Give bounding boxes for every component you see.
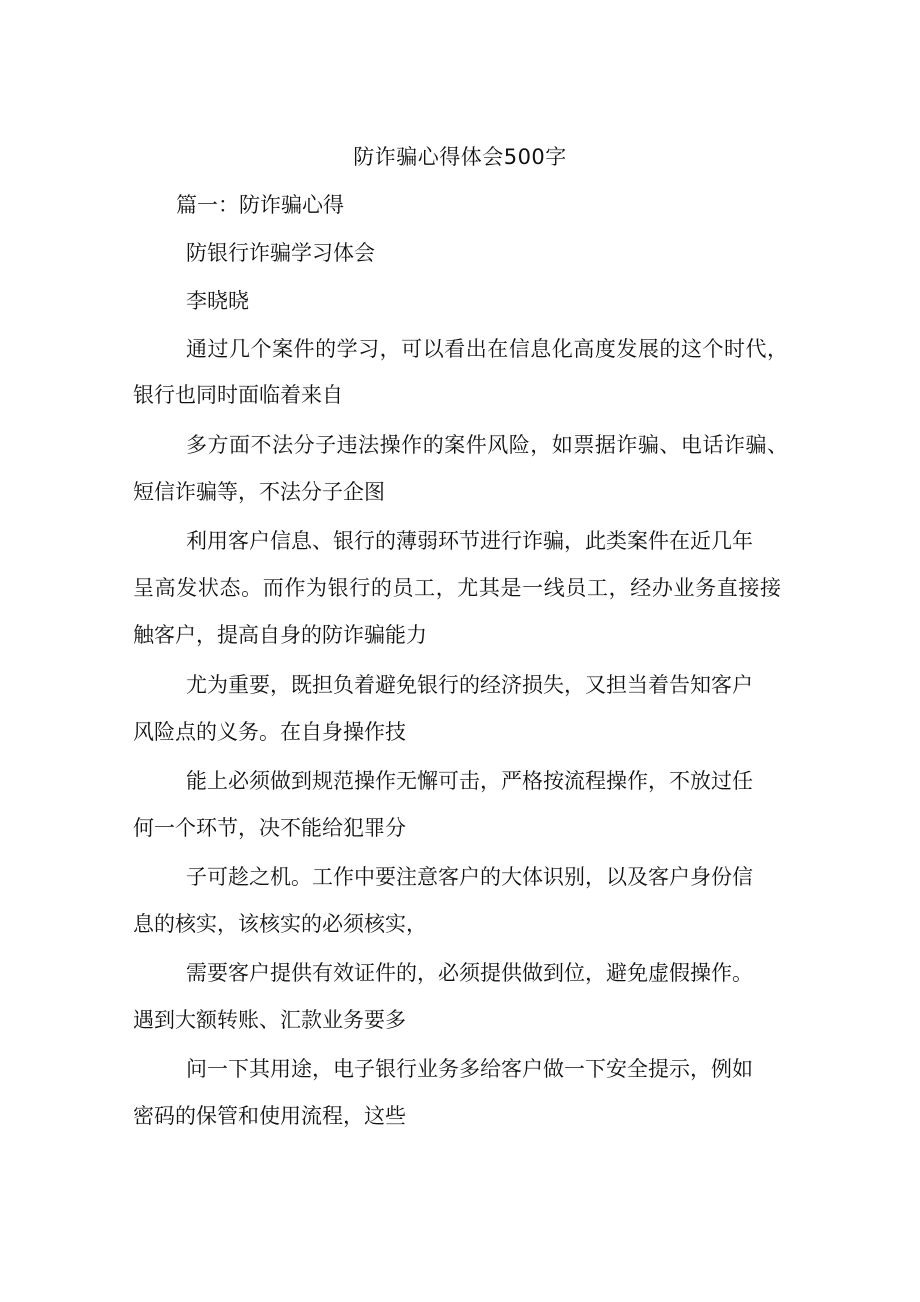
paragraph-line: 遇到大额转账、汇款业务要多	[133, 1008, 406, 1032]
paragraph-line: 何一个环节，决不能给犯罪分	[133, 816, 406, 840]
paragraph-line: 密码的保管和使用流程，这些	[133, 1104, 406, 1128]
author: 李晓晓	[186, 289, 249, 313]
paragraph-line: 多方面不法分子违法操作的案件风险，如票据诈骗、电话诈骗、	[186, 433, 788, 457]
paragraph-line: 能上必须做到规范操作无懈可击，严格按流程操作，不放过任	[186, 769, 753, 793]
document-title: 防诈骗心得体会500字	[353, 145, 567, 169]
paragraph-line: 短信诈骗等，不法分子企图	[133, 480, 385, 504]
paragraph-line: 触客户，提高自身的防诈骗能力	[133, 623, 427, 647]
paragraph-line: 呈高发状态。而作为银行的员工，尤其是一线员工，经办业务直接接	[133, 576, 781, 600]
paragraph-line: 子可趁之机。工作中要注意客户的大体识别，以及客户身份信	[186, 865, 753, 889]
paragraph-line: 利用客户信息、银行的薄弱环节进行诈骗，此类案件在近几年	[186, 529, 753, 553]
paragraph-line: 通过几个案件的学习，可以看出在信息化高度发展的这个时代，	[186, 337, 788, 361]
paragraph-line: 风险点的义务。在自身操作技	[133, 720, 406, 744]
paragraph-line: 息的核实，该核实的必须核实，	[133, 912, 427, 936]
section-heading: 篇一：防诈骗心得	[176, 193, 344, 217]
paragraph-line: 尤为重要，既担负着避免银行的经济损失，又担当着告知客户	[186, 673, 753, 697]
paragraph-line: 需要客户提供有效证件的，必须提供做到位，避免虚假操作。	[186, 961, 753, 985]
paragraph-line: 问一下其用途，电子银行业务多给客户做一下安全提示，例如	[186, 1057, 753, 1081]
paragraph-line: 银行也同时面临着来自	[133, 383, 343, 407]
subtitle: 防银行诈骗学习体会	[186, 241, 375, 265]
